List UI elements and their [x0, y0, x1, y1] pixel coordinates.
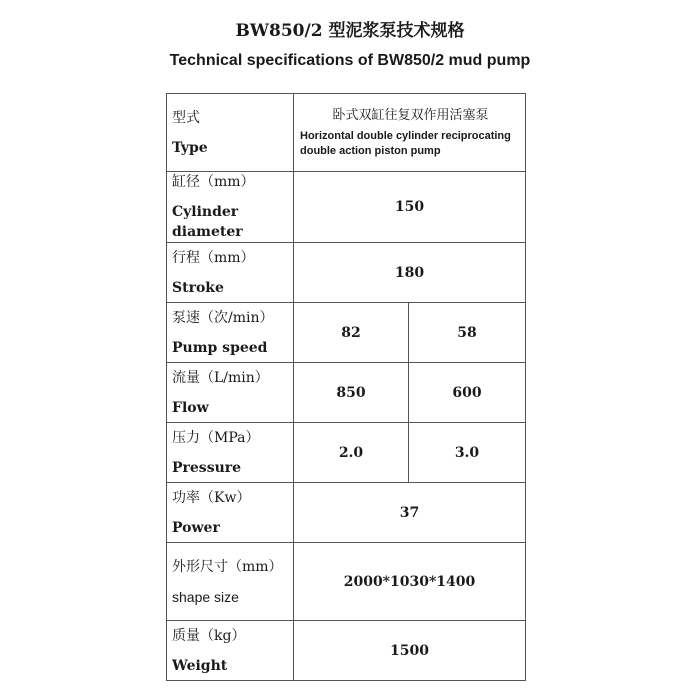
spec-row-weight [167, 621, 526, 681]
label-cell [167, 621, 294, 681]
label-chinese: 外形尺寸（mm） [172, 558, 283, 575]
label-english: Flow [172, 399, 209, 416]
label-english: Power [172, 519, 220, 536]
label-chinese: 缸径（mm） [172, 174, 255, 190]
spec-row-pump-speed [167, 303, 526, 363]
value-cell: 2000*1030*1400 [294, 543, 526, 621]
label-cell [167, 423, 294, 483]
value-cell [294, 94, 526, 172]
label-english: Pump speed [172, 339, 268, 356]
label-chinese: 行程（mm） [172, 249, 255, 266]
label-chinese: 功率（Kw） [172, 489, 251, 506]
label-cell [167, 172, 294, 243]
label-cell [167, 483, 294, 543]
spec-row-pressure [167, 423, 526, 483]
spec-row-stroke [167, 243, 526, 303]
label-chinese: 泵速（次/min） [172, 309, 274, 326]
spec-row-power [167, 483, 526, 543]
label-chinese: 型式 [172, 109, 200, 126]
label-chinese: 流量（L/min） [172, 369, 269, 386]
spec-row-shape-size [167, 543, 526, 621]
spec-table [166, 93, 526, 681]
label-english: Weight [172, 657, 228, 674]
spec-row-cylinder-diameter [167, 172, 526, 243]
label-cell [167, 94, 294, 172]
label-english: Cylinder diameter [172, 204, 243, 240]
value-cell-1: 82 [294, 303, 409, 363]
label-chinese: 质量（kg） [172, 627, 246, 644]
value-cell: 37 [294, 483, 526, 543]
label-cell [167, 243, 294, 303]
value-cell: 150 [294, 172, 526, 243]
type-value-english: Horizontal double cylinder reciprocating double action piston pump [300, 129, 511, 157]
label-english: Stroke [172, 279, 224, 296]
value-cell-1: 2.0 [294, 423, 409, 483]
value-cell: 180 [294, 243, 526, 303]
spec-row-flow [167, 363, 526, 423]
spec-row-type [167, 94, 526, 172]
label-cell [167, 543, 294, 621]
label-cell [167, 363, 294, 423]
label-english: shape size [172, 588, 239, 605]
value-cell-2: 58 [409, 303, 526, 363]
value-cell-2: 600 [409, 363, 526, 423]
page-title-chinese: BW850/2 型泥浆泵技术规格 [235, 21, 465, 41]
value-cell-2: 3.0 [409, 423, 526, 483]
page-title-english: Technical specifications of BW850/2 mud pump [169, 52, 531, 69]
label-english: Pressure [172, 459, 242, 476]
label-chinese: 压力（MPa） [172, 429, 260, 446]
value-cell-1: 850 [294, 363, 409, 423]
type-value-chinese: 卧式双缸往复双作用活塞泵 [332, 107, 489, 123]
label-english: Type [172, 139, 208, 156]
value-cell: 1500 [294, 621, 526, 681]
label-cell [167, 303, 294, 363]
